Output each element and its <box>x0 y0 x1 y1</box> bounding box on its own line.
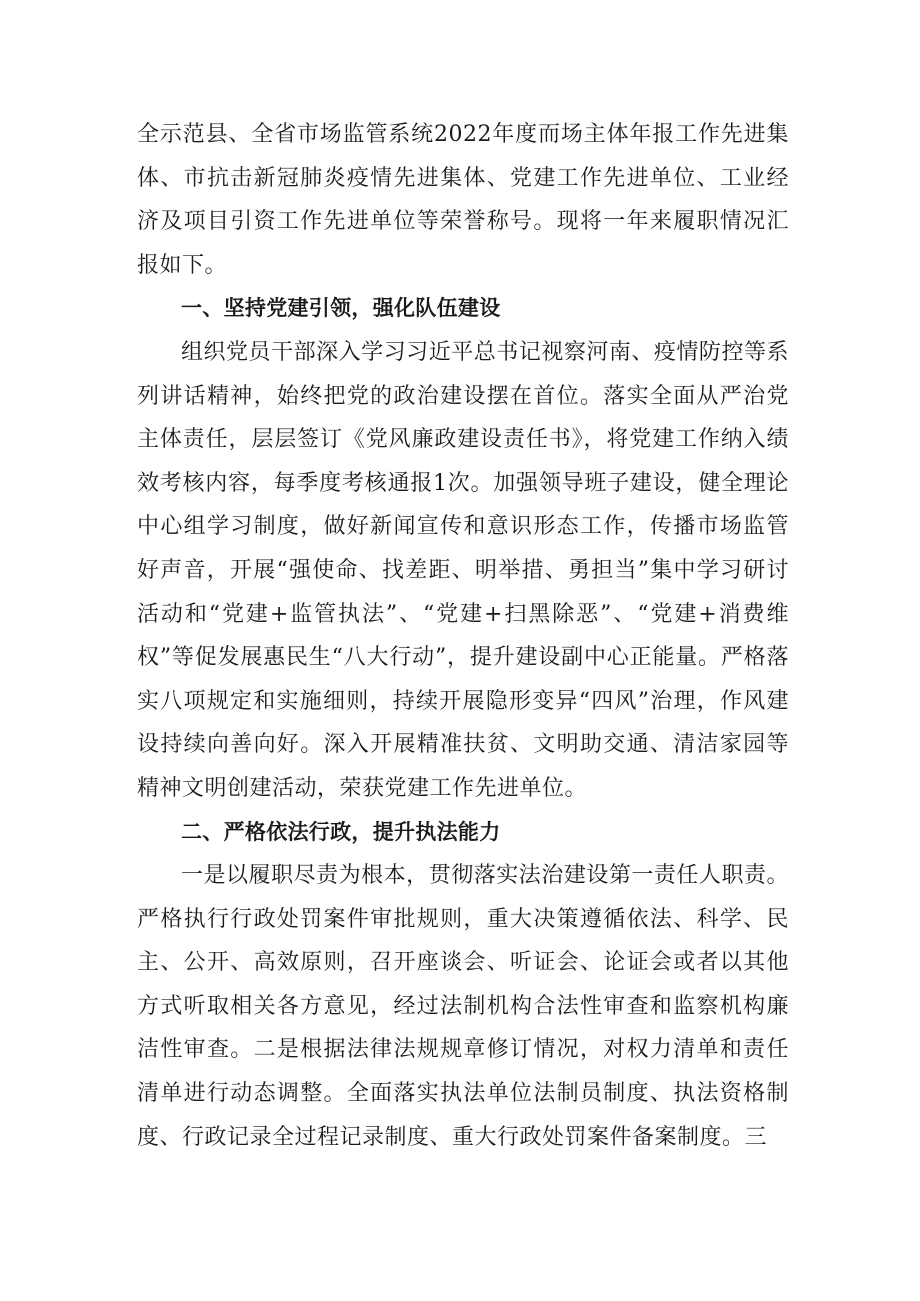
paragraph-intro-continued: 全示范县、全省市场监管系统2022年度而场主体年报工作先进集体、市抗击新冠肺炎疫情先进集体、党建工作先进单位、工业经济及项目引资工作先进单位等荣誉称号。现将一年来履职情况汇报如下。 <box>137 122 789 278</box>
document-body <box>137 113 789 1159</box>
paragraph-law-enforcement: 一是以履职尽责为根本，贯彻落实法治建设第一责任人职责。严格执行行政处罚案件审批规则，重大决策遵循依法、科学、民主、公开、高效原则，召开座谈会、听证会、论证会或者以其他方式听取相关各方意见，经过法制机构合法性审查和监察机构廉洁性审查。二是根据法律法规规章修订情况，对权力清单和责任清单进行动态调整。全面落实执法单位法制员制度、执法资格制度、行政记录全过程记录制度、重大行政处罚案件备案制度。三 <box>137 863 789 1150</box>
section-heading-law-enforcement: 二、严格依法行政，提升执法能力 <box>181 819 501 844</box>
section-heading-party-building: 一、坚持党建引领，强化队伍建设 <box>181 296 501 321</box>
paragraph-party-building: 组织党员干部深入学习习近平总书记视察河南、疫情防控等系列讲话精神，始终把党的政治建设摆在首位。落实全面从严治党主体责任，层层签订《党风廉政建设责任书》，将党建工作纳入绩效考核内容，每季度考核通报1次。加强领导班子建设，健全理论中心组学习制度，做好新闻宣传和意识形态工作，传播市场监管好声音，开展“强使命、找差距、明举措、勇担当”集中学习研讨活动和“党建+监管执法”、“党建+扫黑除恶”、“党建+消费维权”等促发展惠民生“八大行动”，提升建设副中心正能量。严格落实八项规定和实施细则，持续开展隐形变异“四风”治理，作风建设持续向善向好。深入开展精准扶贫、文明助交通、清洁家园等精神文明创建活动，荣获党建工作先进单位。 <box>137 339 789 801</box>
